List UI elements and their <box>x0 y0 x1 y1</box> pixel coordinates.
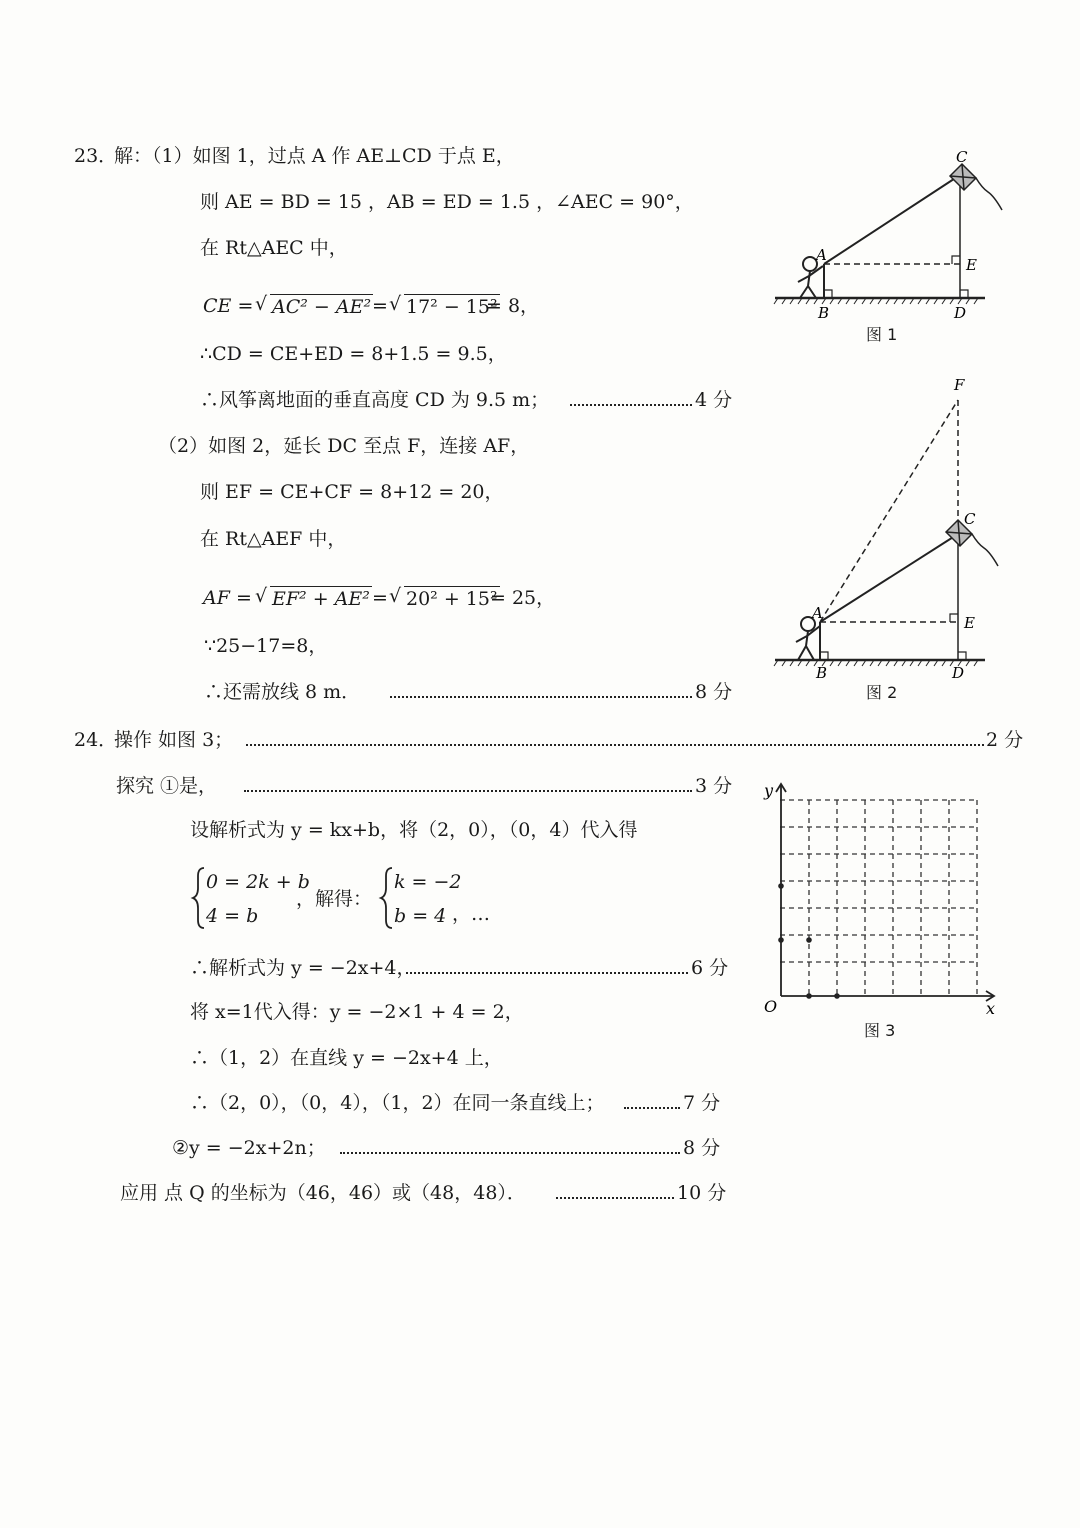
dot-leader <box>570 404 692 406</box>
points-6: 6 分 <box>691 957 729 979</box>
dot-leader <box>244 790 692 792</box>
q24-sys2-tail: ，… <box>452 903 491 925</box>
sqrt-icon: √ <box>389 585 402 607</box>
points-4: 4 分 <box>695 389 733 411</box>
label-a: A <box>816 246 827 264</box>
label-c: C <box>956 148 968 166</box>
label-f: F <box>954 376 965 394</box>
points-3: 3 分 <box>695 775 733 797</box>
points-8: 8 分 <box>695 681 733 703</box>
dot-leader <box>556 1197 674 1199</box>
label-o: O <box>764 997 778 1016</box>
q24-sys2-eq1: k = −2 <box>394 871 462 893</box>
q24-operation: 操作 如图 3； <box>114 729 234 751</box>
figure-3-grid <box>756 778 1000 1018</box>
q24-sys2-eq2: b = 4 <box>394 905 447 927</box>
q23-result-1: = 8， <box>486 295 540 317</box>
q23-line-10: ∴还需放线 8 m． <box>204 681 361 703</box>
kite-icon <box>950 164 1002 210</box>
q23-line-2: 在 Rt△AEC 中， <box>200 237 348 259</box>
label-e: E <box>964 614 975 632</box>
label-e: E <box>966 256 977 274</box>
points-2: 2 分 <box>986 729 1024 751</box>
q23-line-9: ∵25−17=8， <box>204 635 328 657</box>
dot-leader <box>406 972 688 974</box>
q23-line-6: 则 EF = CE+CF = 8+12 = 20， <box>200 481 504 503</box>
label-x: x <box>986 999 996 1018</box>
figure-3-caption: 图 3 <box>864 1021 896 1040</box>
points-7: 7 分 <box>683 1092 721 1114</box>
figure-2 <box>770 372 1010 682</box>
sqrt-icon: √ <box>255 585 268 607</box>
q24-explore: 探究 ①是， <box>116 775 218 797</box>
q23-result-2: = 25， <box>490 587 556 609</box>
label-d: D <box>952 664 965 682</box>
q23-eq-2: = <box>372 587 388 609</box>
q24-apply: 应用 点 Q 的坐标为（46，46）或（48，48）． <box>120 1182 526 1204</box>
q24-solve-label: ，解得： <box>296 888 373 910</box>
person-icon <box>796 617 820 660</box>
q24-line-1: 设解析式为 y = kx+b，将（2，0），（0，4）代入得 <box>190 819 638 841</box>
label-b: B <box>818 304 830 322</box>
points-8: 8 分 <box>683 1137 721 1159</box>
q23-line-7: 在 Rt△AEF 中， <box>200 528 347 550</box>
points-10: 10 分 <box>677 1182 727 1204</box>
q23-af-label: AF = <box>203 587 252 609</box>
brace-icon <box>192 866 206 930</box>
label-c: C <box>964 510 976 528</box>
dot-leader <box>246 744 984 746</box>
q24-line-2: ∴解析式为 y = −2x+4， <box>190 957 416 979</box>
label-a: A <box>812 604 823 622</box>
sqrt-icon: √ <box>389 293 402 315</box>
q23-number: 23． <box>74 145 118 167</box>
q23-eq-1: = <box>372 295 388 317</box>
q24-line-5: ∴（2，0），（0，4），（1，2）在同一条直线上； <box>190 1092 605 1114</box>
q23-radicand-3: EF² + AE² <box>272 588 370 610</box>
q24-line-3: 将 x=1代入得：y = −2×1 + 4 = 2， <box>190 1001 524 1023</box>
q24-line-4: ∴（1，2）在直线 y = −2x+4 上， <box>190 1047 503 1069</box>
label-d: D <box>954 304 967 322</box>
q24-sys1-eq1: 0 = 2k + b <box>206 871 310 893</box>
q23-part2-intro: （2）如图 2，延长 DC 至点 F，连接 AF， <box>158 435 530 457</box>
label-b: B <box>816 664 828 682</box>
dot-leader <box>624 1107 680 1109</box>
q24-line-6: ②y = −2x+2n； <box>172 1137 326 1159</box>
q23-radicand-2: 17² − 15² <box>406 296 498 318</box>
q23-intro: 解：（1）如图 1，过点 A 作 AE⊥CD 于点 E， <box>114 145 515 167</box>
q23-radicand-4: 20² + 15² <box>406 588 498 610</box>
figure-2-caption: 图 2 <box>866 683 898 702</box>
q23-radicand-1: AC² − AE² <box>272 296 372 318</box>
q23-line-5: ∴风筝离地面的垂直高度 CD 为 9.5 m； <box>200 389 550 411</box>
figure-1 <box>770 148 1010 348</box>
q23-line-1: 则 AE = BD = 15 ，AB = ED = 1.5 ，∠AEC = 90°， <box>200 191 694 213</box>
dot-leader <box>390 696 692 698</box>
q24-sys1-eq2: 4 = b <box>206 905 259 927</box>
q23-line-4: ∴CD = CE+ED = 8+1.5 = 9.5， <box>200 343 507 365</box>
q24-number: 24． <box>74 729 118 751</box>
label-y: y <box>764 781 774 800</box>
dot-leader <box>340 1152 680 1154</box>
figure-1-caption: 图 1 <box>866 325 898 344</box>
sqrt-icon: √ <box>255 293 268 315</box>
q23-ce-label: CE = <box>203 295 254 317</box>
brace-icon <box>380 866 394 930</box>
